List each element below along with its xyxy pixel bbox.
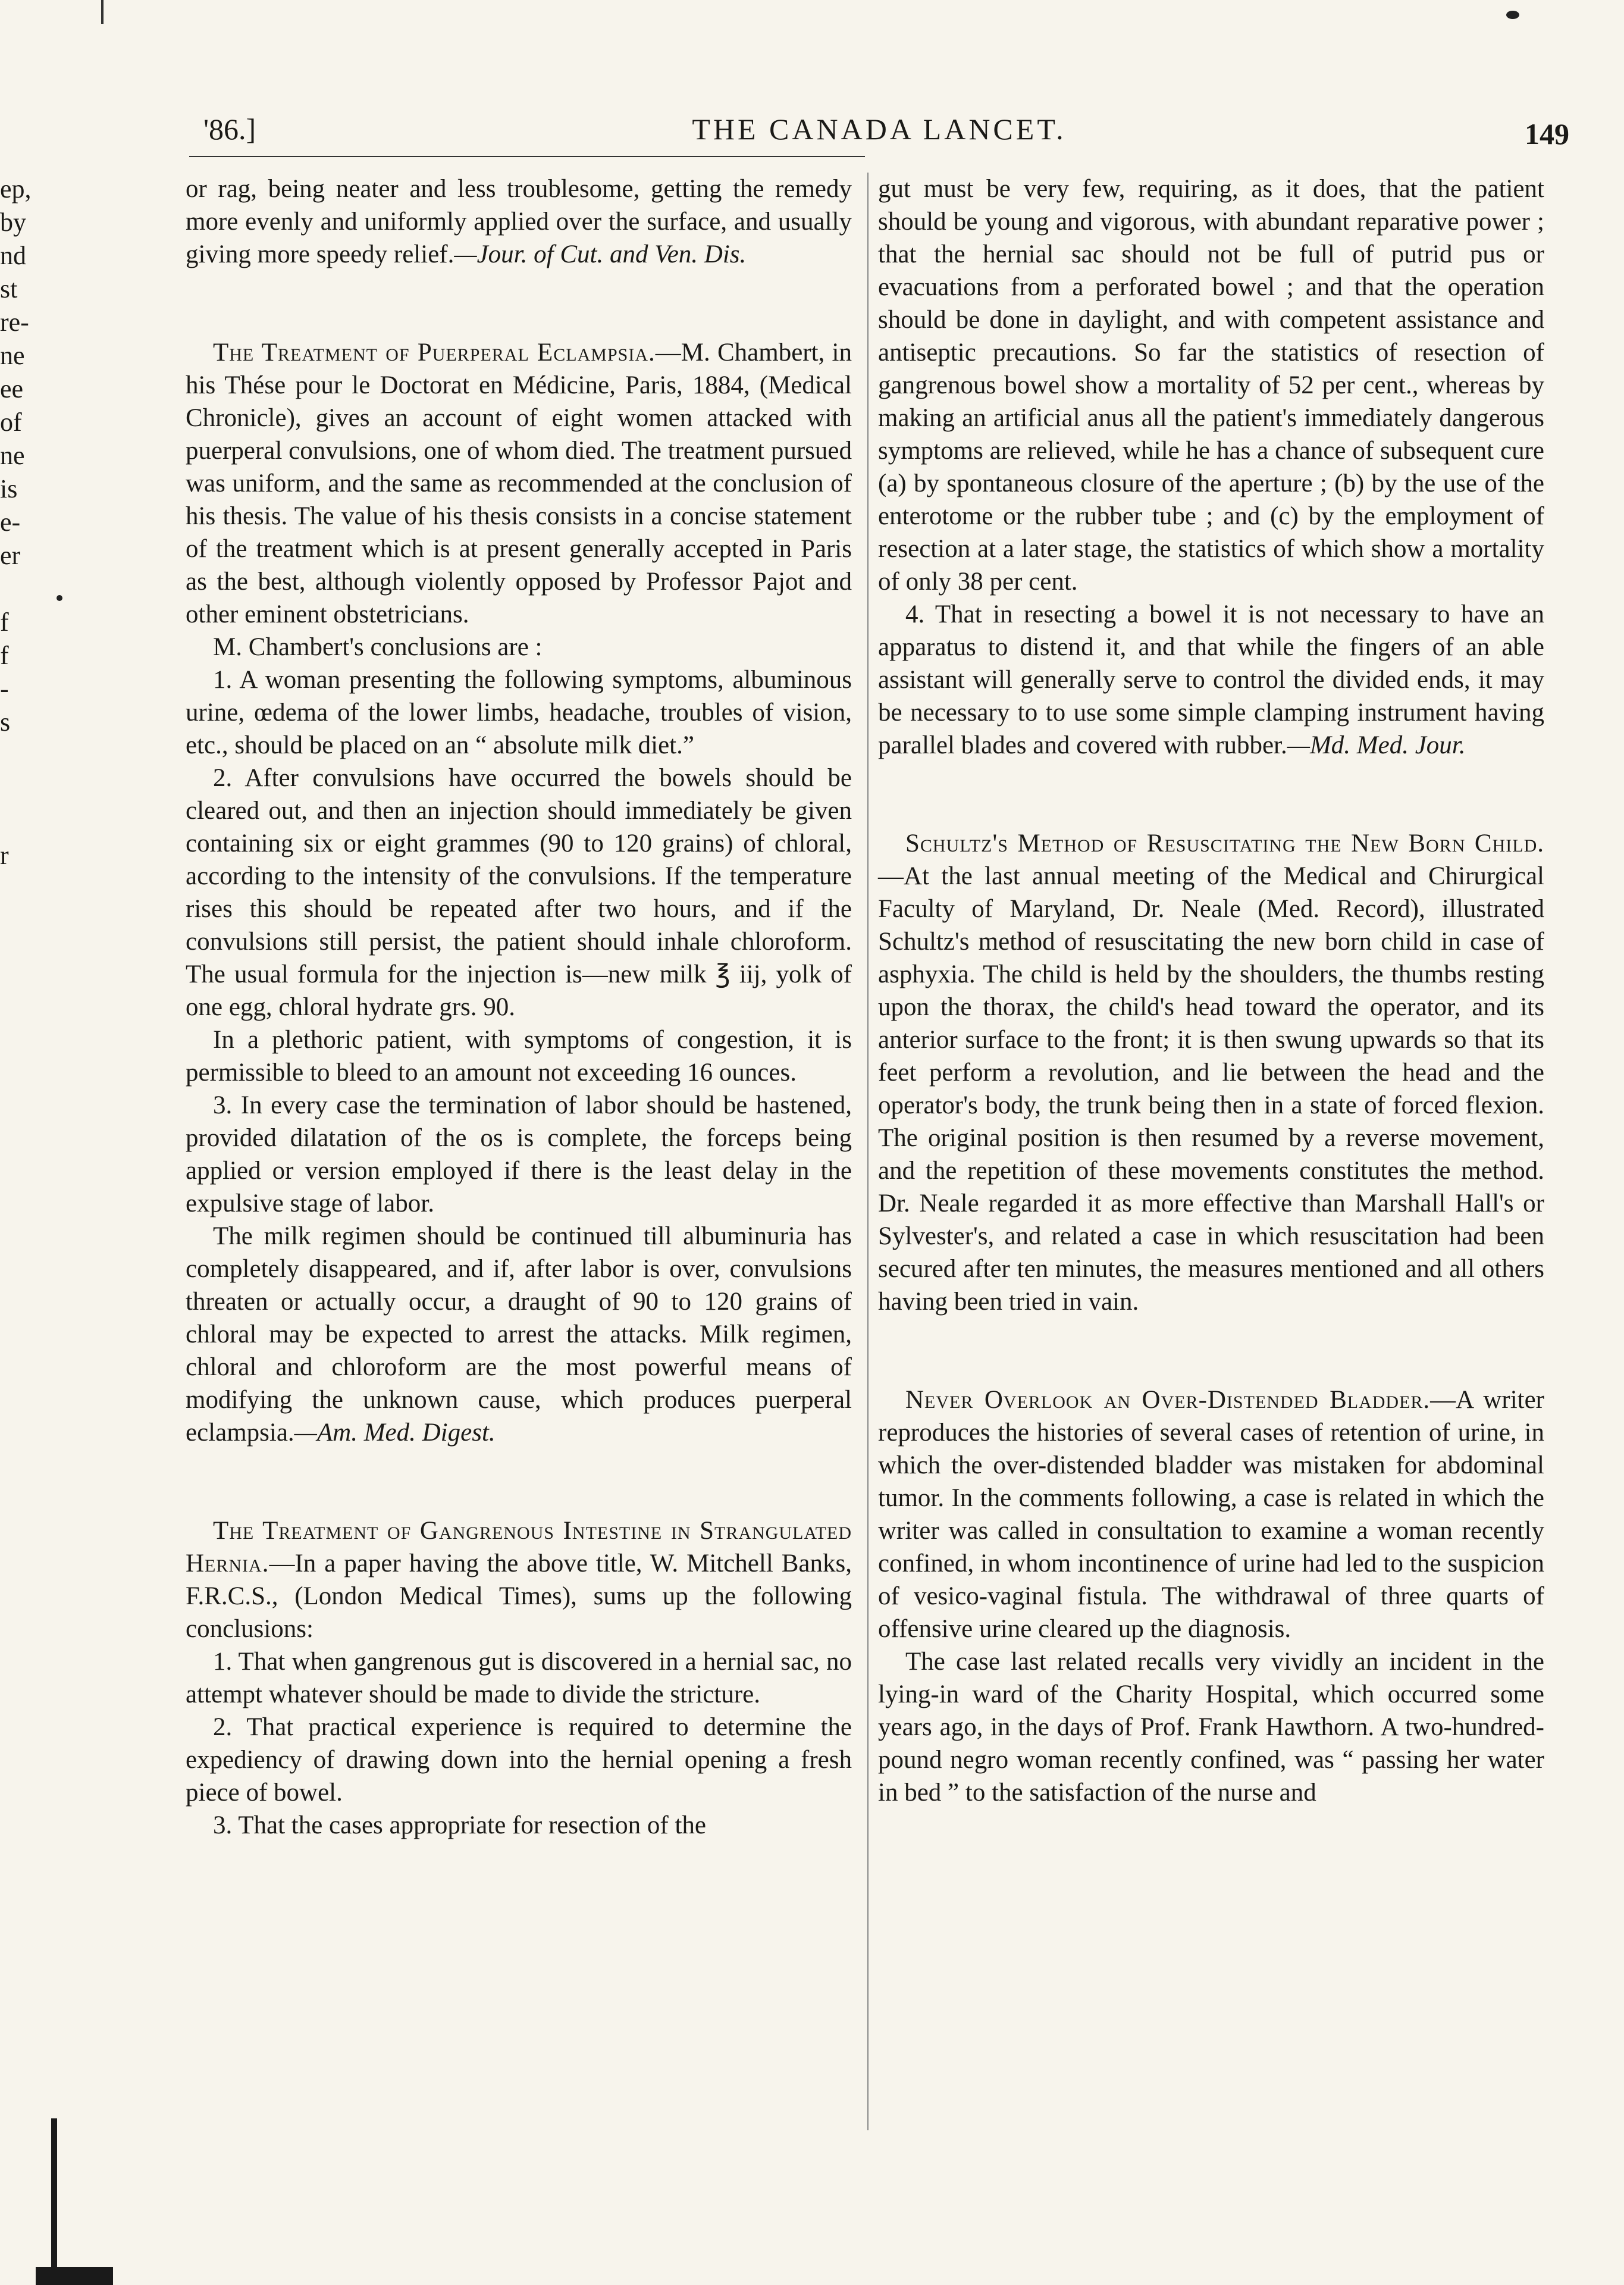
- margin-fragment: ep,: [0, 174, 32, 204]
- margin-fragment: [0, 806, 27, 839]
- margin-fragment: nd: [0, 241, 26, 270]
- paragraph: or rag, being neater and less troublesome, getting the remedy more evenly and uniformly applied over the surface, and usually giving more speedy relief.—Jour. of Cut. and Ven. Dis.: [186, 175, 852, 268]
- scan-spine-line: [101, 0, 104, 24]
- article-title: Schultz's Method of Resuscitating the New Born Child.: [905, 830, 1544, 857]
- article-body: —A writer reproduces the histories of several cases of retention of urine, in which the over-distended bladder was mistaken for abdominal tumor. In the comments following, a case is related in which the writer was called in consultation to examine a woman recently confined, in whom incontinence of urine had led to the suspicion of vesico-vaginal fistula. The withdrawal of three quarts of offensive urine cleared up the diagnosis.: [878, 1386, 1544, 1643]
- margin-fragment: ne: [0, 441, 25, 470]
- paragraph: M. Chambert's conclusions are :: [213, 633, 543, 661]
- margin-fragment: [0, 772, 27, 806]
- volume-year: '86.]: [203, 112, 256, 146]
- scan-speck: [57, 595, 62, 601]
- article-title: The Treatment of Gangrenous Intestine in Strangulated Hernia.: [186, 1517, 852, 1577]
- citation: —Jour. of Cut. and Ven. Dis.: [454, 240, 747, 268]
- article-body: —At the last annual meeting of the Medical and Chirurgical Faculty of Maryland, Dr. Neale (Med. Record), illustrated Schultz's method of resuscitating the new born child in case of asphyxia. The child is held by the shoulders, the thumbs resting upon the thorax, the child's head toward the operator, and its anterior surface to the front; it is then swung upwards so that its feet perform a revolution, and lie between the head and the operator's body, the trunk being then in a state of forced flexion. The original position is then resumed by a reverse movement, and the repetition of these movements constitutes the method. Dr. Neale regarded it as more effective than Marshall Hall's or Sylvester's, and related a case in which resuscitation had been secured after ten minutes, the measures mentioned and all others having been tried in vain.: [878, 862, 1544, 1316]
- hernia-point-2: 2. That practical experience is required to determine the expediency of drawing down into the hernial opening a fresh piece of bowel.: [186, 1713, 852, 1807]
- left-column: [186, 173, 852, 1842]
- scan-speck: [1506, 11, 1519, 19]
- margin-fragment: [0, 572, 27, 606]
- margin-fragment: [0, 739, 27, 772]
- citation: —Am. Med. Digest.: [294, 1419, 496, 1447]
- margin-fragment: re-: [0, 308, 29, 337]
- margin-fragment: f: [0, 608, 9, 637]
- margin-fragment: e-: [0, 508, 21, 537]
- hernia-point-3: 3. That the cases appropriate for resection of the: [213, 1811, 707, 1839]
- margin-fragment: -: [0, 674, 9, 703]
- margin-fragment: f: [0, 641, 9, 670]
- article-hernia: [186, 1514, 852, 1645]
- right-column: [878, 173, 1544, 1809]
- page-number: 149: [1525, 117, 1569, 151]
- conclusion-1: 1. A woman presenting the following symptoms, albuminous urine, œdema of the lower limbs, headache, troubles of vision, etc., should be placed on an “ absolute milk diet.”: [186, 666, 852, 759]
- article-intro: —In a paper having the above title, W. Mitchell Banks, F.R.C.S., (London Medical Times), sums up the following conclusions:: [186, 1550, 852, 1643]
- hernia-point-4: 4. That in resecting a bowel it is not necessary to have an apparatus to distend it, and that while the fingers of an able assistant will generally serve to control the divided ends, it may be necessary to to use some simple clamping instrument having parallel blades and covered with rubber.—Md. Med. Jour.: [878, 600, 1544, 759]
- article-schultz: [878, 827, 1544, 1318]
- facing-page-fragments: [0, 173, 32, 872]
- paragraph: gut must be very few, requiring, as it does, that the patient should be young and vigorous, with abundant reparative power ; that the hernial sac should not be full of putrid pus or evacuations from a perforated bowel ; and that the operation should be done in daylight, and with competent assistance and antiseptic precautions. So far the statistics of resection of gangrenous bowel show a mortality of 52 per cent., whereas by making an artificial anus all the patient's immediately dangerous symptoms are relieved, while he has a chance of subsequent cure (a) by spontaneous closure of the aperture ; (b) by the use of the enterotome or the rubber tube ; and (c) by the employment of resection at a later stage, the statistics of which show a mortality of only 38 per cent.: [878, 175, 1544, 596]
- citation: —Md. Med. Jour.: [1287, 731, 1466, 759]
- margin-fragment: ee: [0, 374, 24, 403]
- margin-fragment: of: [0, 408, 22, 437]
- conclusion-2: 2. After convulsions have occurred the bowels should be cleared out, and then an injection should immediately be given containing six or eight grammes (90 to 120 grains) of chloral, according to the intensity of the convulsions. If the temperature rises this should be repeated after two hours, and if the convulsions still persist, the patient should inhale chloroform. The usual formula for the injection is—new milk ℥ iij, yolk of one egg, chloral hydrate grs. 90.: [186, 764, 852, 1021]
- margin-fragment: ne: [0, 341, 25, 370]
- conclusion-2-cont: In a plethoric patient, with symptoms of congestion, it is permissible to bleed to an amount not exceeding 16 ounces.: [186, 1026, 852, 1087]
- article-bladder: [878, 1383, 1544, 1645]
- paragraph: The milk regimen should be continued till albuminuria has completely disappeared, and if, after labor is over, convulsions threaten or actually occur, a draught of 90 to 120 grains of chloral may be expected to arrest the attacks. Milk regimen, chloral and chloroform are the most powerful means of modifying the unknown cause, which produces puerperal eclampsia.—Am. Med. Digest.: [186, 1222, 852, 1447]
- scan-binding-mark: [51, 2118, 57, 2285]
- conclusion-3: 3. In every case the termination of labor should be hastened, provided dilatation of the os is complete, the forceps being applied or version employed if there is the least delay in the expulsive stage of labor.: [186, 1091, 852, 1217]
- article-title: Never Overlook an Over-Distended Bladder.: [905, 1386, 1431, 1414]
- margin-fragment: s: [0, 708, 11, 737]
- scan-binding-foot: [36, 2267, 113, 2285]
- margin-fragment: r: [0, 841, 9, 870]
- hernia-point-1: 1. That when gangrenous gut is discovered in a hernial sac, no attempt whatever should be made to divide the stricture.: [186, 1648, 852, 1708]
- margin-fragment: st: [0, 274, 18, 303]
- column-divider: [867, 173, 869, 2130]
- margin-fragment: er: [0, 541, 21, 570]
- margin-fragment: is: [0, 474, 18, 503]
- margin-fragment: by: [0, 208, 26, 237]
- running-head: [189, 112, 1569, 159]
- header-rule: [189, 156, 865, 157]
- article-eclampsia: [186, 336, 852, 631]
- paragraph: The case last related recalls very vividly an incident in the lying-in ward of the Charity Hospital, which occurred some years ago, in the days of Prof. Frank Hawthorn. A two-hundred-pound negro woman recently confined, was “ passing her water in bed ” to the satisfaction of the nurse and: [878, 1648, 1544, 1807]
- article-intro: —M. Chambert, in his Thése pour le Doctorat en Médicine, Paris, 1884, (Medical Chronicle), gives an account of eight women attacked with puerperal convulsions, one of whom died. The treatment pursued was uniform, and the same as recommended at the conclusion of his thesis. The value of his thesis consists in a concise statement of the treatment which is at present generally accepted in Paris as the best, although violently opposed by Professor Pajot and other eminent obstetricians.: [186, 339, 852, 628]
- journal-title: THE CANADA LANCET.: [692, 112, 1067, 146]
- article-title: The Treatment of Puerperal Eclampsia.: [213, 339, 656, 367]
